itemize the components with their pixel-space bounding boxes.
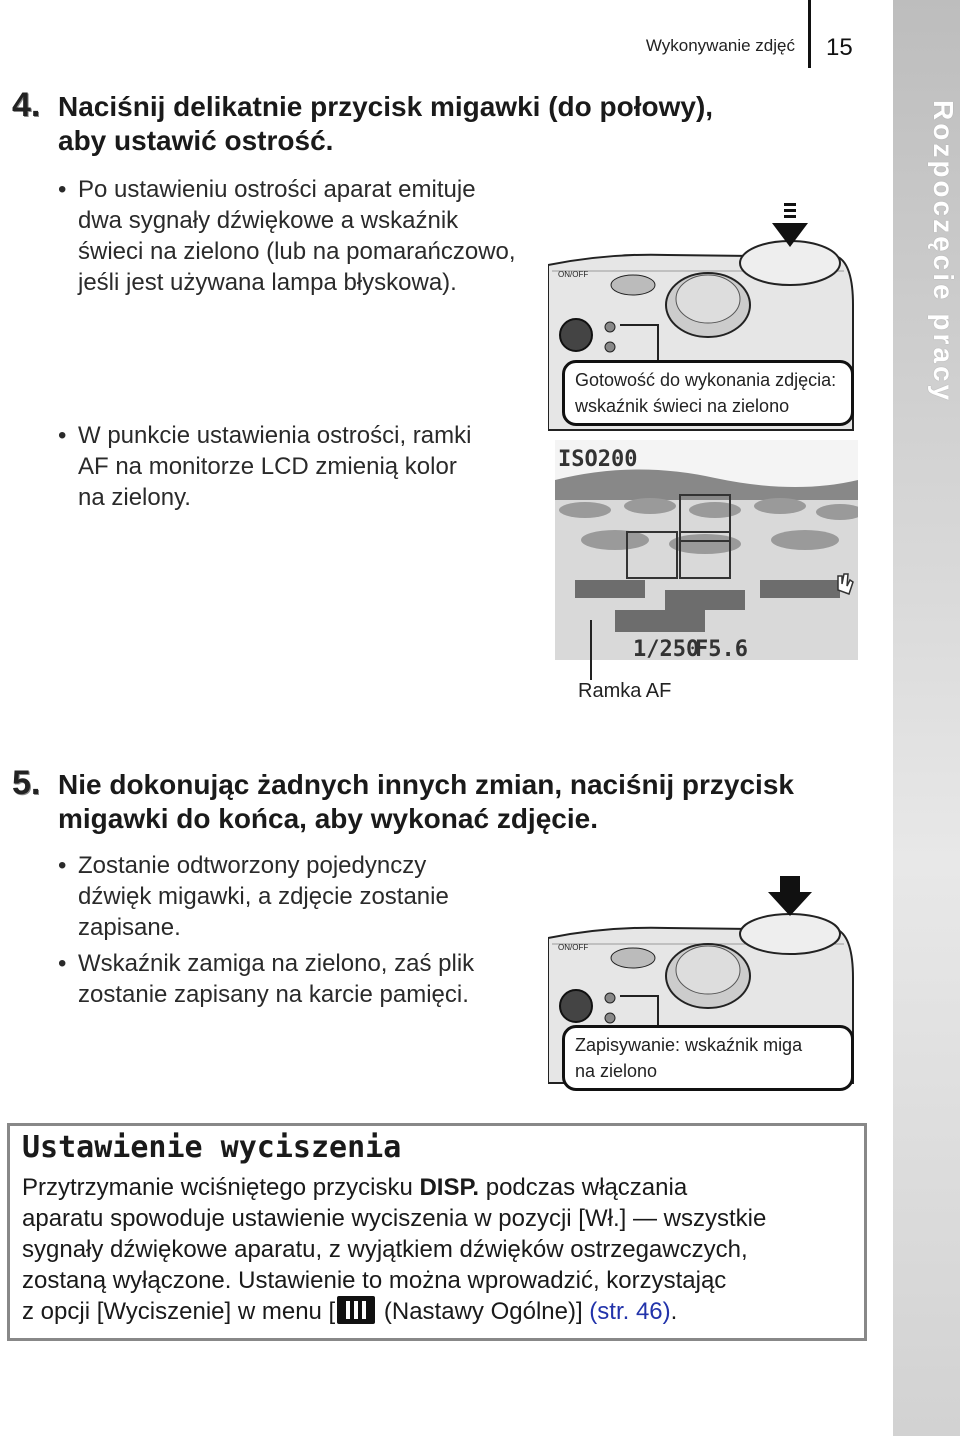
page-reference-link[interactable]: (str. 46) (589, 1298, 671, 1325)
bullet-line: W punkcie ustawienia ostrości, ramki (78, 422, 472, 449)
bullet-line: dwa sygnały dźwiękowe a wskaźnik (78, 207, 459, 234)
callout-line: Zapisywanie: wskaźnik miga (575, 1035, 803, 1055)
step-4-line-2: aby ustawić ostrość. (58, 125, 334, 156)
chapter-side-tab-label: Rozpoczęcie pracy (928, 100, 959, 404)
step-5-heading (12, 766, 872, 836)
callout-line: wskaźnik świeci na zielono (575, 396, 790, 416)
step-4-number: 4. (12, 86, 41, 124)
step-5-line-1: Nie dokonując żadnych innych zmian, naciśnij przycisk (58, 769, 794, 800)
step-5-bullet-1 (58, 850, 538, 943)
status-callout-saving (562, 1025, 854, 1091)
step-4-bullet-2 (58, 420, 538, 513)
camera-onoff-text: ON/OFF (558, 270, 589, 279)
callout-line: na zielono (575, 1061, 658, 1081)
callout-line: Gotowość do wykonania zdjęcia: (575, 370, 837, 390)
note-body (22, 1172, 852, 1327)
step-4-bullet-1 (58, 174, 538, 298)
disp-button-name: DISP. (419, 1174, 480, 1201)
status-callout-ready (562, 360, 854, 426)
lcd-iso: ISO200 (558, 447, 638, 472)
note-text: aparatu spowoduje ustawienie wyciszenia w pozycji [Wł.] — wszystkie (22, 1205, 767, 1232)
bullet-line: zostanie zapisany na karcie pamięci. (78, 981, 469, 1008)
bullet-line: Zostanie odtworzony pojedynczy (78, 852, 427, 879)
af-pointer-line (590, 620, 594, 680)
step-5-bullet-2 (58, 948, 538, 1010)
section-title: Wykonywanie zdjęć (645, 36, 795, 55)
note-text: podczas włączania (479, 1174, 688, 1201)
lcd-preview-image (555, 440, 858, 660)
header-divider (808, 0, 811, 68)
note-text: z opcji [Wyciszenie] w menu [ (22, 1298, 336, 1325)
note-text: zostaną wyłączone. Ustawienie to można wprowadzić, korzystając (22, 1267, 727, 1294)
bullet-dot: • (58, 176, 67, 203)
bullet-line: AF na monitorze LCD zmienią kolor (78, 453, 457, 480)
bullet-line: na zielony. (78, 484, 191, 511)
mute-setting-note-box (7, 1123, 867, 1341)
lcd-shutter: 1/250 (633, 637, 700, 660)
step-5-number: 5. (12, 764, 41, 802)
page-number: 15 (826, 34, 853, 61)
camera-onoff-text: ON/OFF (558, 943, 589, 952)
settings-tools-icon (337, 1296, 375, 1324)
bullet-line: Po ustawieniu ostrości aparat emituje (78, 176, 476, 203)
bullet-line: Wskaźnik zamiga na zielono, zaś plik (78, 950, 475, 977)
note-text: (Nastawy Ogólne)] (377, 1298, 590, 1325)
lcd-aperture: F5.6 (695, 637, 748, 660)
af-frame-label: Ramka AF (578, 680, 672, 702)
bullet-line: dźwięk migawki, a zdjęcie zostanie (78, 883, 449, 910)
note-text: . (670, 1298, 678, 1325)
bullet-line: jeśli jest używana lampa błyskowa). (78, 269, 457, 296)
bullet-dot: • (58, 950, 67, 977)
bullet-dot: • (58, 422, 67, 449)
step-4-heading (12, 88, 812, 158)
bullet-line: świeci na zielono (lub na pomarańczowo, (78, 238, 516, 265)
step-5-line-2: migawki do końca, aby wykonać zdjęcie. (58, 803, 598, 834)
bullet-line: zapisane. (78, 914, 181, 941)
step-4-line-1: Naciśnij delikatnie przycisk migawki (do połowy), (58, 91, 714, 122)
note-text: sygnały dźwiękowe aparatu, z wyjątkiem dźwięków ostrzegawczych, (22, 1236, 748, 1263)
bullet-dot: • (58, 852, 67, 879)
note-text: Przytrzymanie wciśniętego przycisku (22, 1174, 420, 1201)
note-title: Ustawienie wyciszenia (22, 1130, 402, 1165)
chapter-side-tab (893, 0, 960, 1436)
